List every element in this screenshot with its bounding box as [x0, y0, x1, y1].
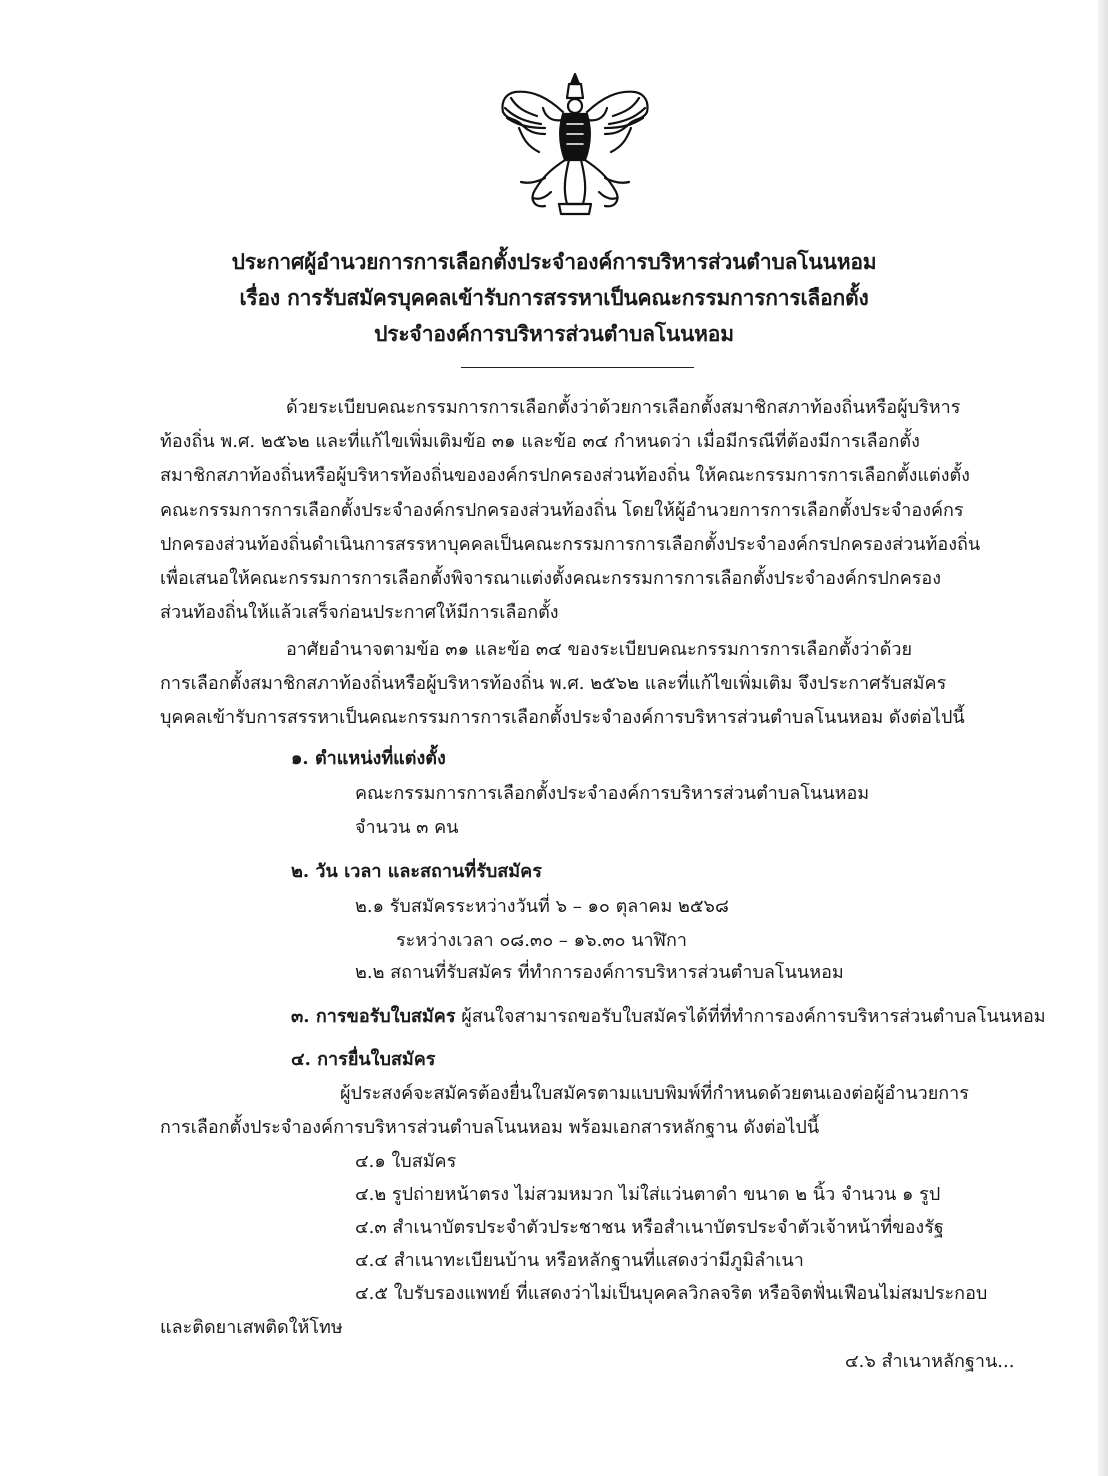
paragraph-line: ส่วนท้องถิ่นให้แล้วเสร็จก่อนประกาศให้มีการเลือกตั้ง	[160, 602, 559, 624]
section-heading: ๒. วัน เวลา และสถานที่รับสมัคร	[291, 861, 542, 882]
paragraph-line: การเลือกตั้งประจำองค์การบริหารส่วนตำบลโนนหอม พร้อมเอกสารหลักฐาน ดังต่อไปนี้	[160, 1117, 820, 1139]
section-2-heading	[291, 855, 542, 889]
section-4-item: ๔.๓ สำเนาบัตรประจำตัวประชาชน หรือสำเนาบัตรประจำตัวเจ้าหน้าที่ของรัฐ	[355, 1217, 944, 1238]
section-1-line: จำนวน ๓ คน	[355, 817, 459, 838]
paragraph-line: ด้วยระเบียบคณะกรรมการการเลือกตั้งว่าด้วยการเลือกตั้งสมาชิกสภาท้องถิ่นหรือผู้บริหาร	[286, 397, 961, 418]
paragraph-line: ปกครองส่วนท้องถิ่นดำเนินการสรรหาบุคคลเป็นคณะกรรมการการเลือกตั้งประจำองค์กรปกครองส่วนท้องถิ่น	[160, 533, 981, 555]
section-3	[291, 1000, 1046, 1034]
section-heading: ๑. ตำแหน่งที่แต่งตั้ง	[291, 748, 446, 769]
section-heading: ๓. การขอรับใบสมัคร	[291, 1006, 456, 1027]
paragraph-1	[160, 391, 998, 630]
section-2-item-1-time: ระหว่างเวลา ๐๘.๓๐ – ๑๖.๓๐ นาฬิกา	[396, 930, 687, 951]
title-line-1: ประกาศผู้อำนวยการการเลือกตั้งประจำองค์การบริหารส่วนตำบลโนนหอม	[231, 249, 877, 274]
paragraph-line: เพื่อเสนอให้คณะกรรมการการเลือกตั้งพิจารณาแต่งตั้งคณะกรรมการการเลือกตั้งประจำองค์กรปกครอง	[160, 568, 941, 590]
section-2-item-1: ๒.๑ รับสมัครระหว่างวันที่ ๖ – ๑๐ ตุลาคม ๒๕๖๘	[355, 896, 729, 917]
section-4-item-continuation: และติดยาเสพติดให้โทษ	[160, 1317, 343, 1338]
section-4-item: ๔.๔ สำเนาทะเบียนบ้าน หรือหลักฐานที่แสดงว่ามีภูมิลำเนา	[355, 1250, 804, 1271]
section-4-item: ๔.๒ รูปถ่ายหน้าตรง ไม่สวมหมวก ไม่ใส่แว่นตาดำ ขนาด ๒ นิ้ว จำนวน ๑ รูป	[355, 1184, 941, 1205]
section-heading: ๔. การยื่นใบสมัคร	[291, 1049, 436, 1070]
paragraph-line: บุคคลเข้ารับการสรรหาเป็นคณะกรรมการการเลือกตั้งประจำองค์การบริหารส่วนตำบลโนนหอม ดังต่อไปนี้	[160, 707, 965, 729]
section-4-item: ๔.๕ ใบรับรองแพทย์ ที่แสดงว่าไม่เป็นบุคคลวิกลจริต หรือจิตฟั่นเฟือนไม่สมประกอบ	[355, 1283, 988, 1304]
title-underline	[461, 367, 694, 368]
page-edge	[1098, 0, 1108, 1476]
title-line-2: เรื่อง การรับสมัครบุคคลเข้ารับการสรรหาเป็นคณะกรรมการการเลือกตั้ง	[239, 285, 869, 310]
paragraph-line: สมาชิกสภาท้องถิ่นหรือผู้บริหารท้องถิ่นขององค์กรปกครองส่วนท้องถิ่น ให้คณะกรรมการการเลือกตั้งแต่งตั้ง	[160, 465, 970, 487]
section-2-item-2: ๒.๒ สถานที่รับสมัคร ที่ทำการองค์การบริหารส่วนตำบลโนนหอม	[355, 962, 844, 983]
paragraph-line: คณะกรรมการการเลือกตั้งประจำองค์กรปกครองส่วนท้องถิ่น โดยให้ผู้อำนวยการการเลือกตั้งประจำองค์กร	[160, 499, 964, 521]
section-4-item: ๔.๑ ใบสมัคร	[355, 1151, 457, 1172]
page-continuation-ref: ๔.๖ สำเนาหลักฐาน...	[845, 1351, 1015, 1372]
paragraph-line: ผู้ประสงค์จะสมัครต้องยื่นใบสมัครตามแบบพิมพ์ที่กำหนดด้วยตนเองต่อผู้อำนวยการ	[340, 1083, 969, 1104]
paragraph-line: อาศัยอำนาจตามข้อ ๓๑ และข้อ ๓๔ ของระเบียบคณะกรรมการการเลือกตั้งว่าด้วย	[286, 639, 913, 660]
paragraph-2	[160, 633, 998, 736]
section-4-heading	[291, 1043, 435, 1077]
garuda-emblem-icon	[493, 68, 657, 218]
paragraph-line: การเลือกตั้งสมาชิกสภาท้องถิ่นหรือผู้บริหารท้องถิ่น พ.ศ. ๒๕๖๒ และที่แก้ไขเพิ่มเติม จึงประกาศรับสมัคร	[160, 673, 947, 695]
section-1-heading	[291, 742, 446, 776]
section-4-intro	[160, 1077, 998, 1145]
section-3-text: ผู้สนใจสามารถขอรับใบสมัครได้ที่ที่ทำการองค์การบริหารส่วนตำบลโนนหอม	[455, 1006, 1046, 1027]
document-title	[0, 244, 1108, 352]
paragraph-line: ท้องถิ่น พ.ศ. ๒๕๖๒ และที่แก้ไขเพิ่มเติมข้อ ๓๑ และข้อ ๓๔ กำหนดว่า เมื่อมีกรณีที่ต้องมีการเลือกตั้ง	[160, 431, 920, 453]
title-line-3: ประจำองค์การบริหารส่วนตำบลโนนหอม	[374, 321, 734, 346]
section-1-line: คณะกรรมการการเลือกตั้งประจำองค์การบริหารส่วนตำบลโนนหอม	[355, 783, 870, 804]
